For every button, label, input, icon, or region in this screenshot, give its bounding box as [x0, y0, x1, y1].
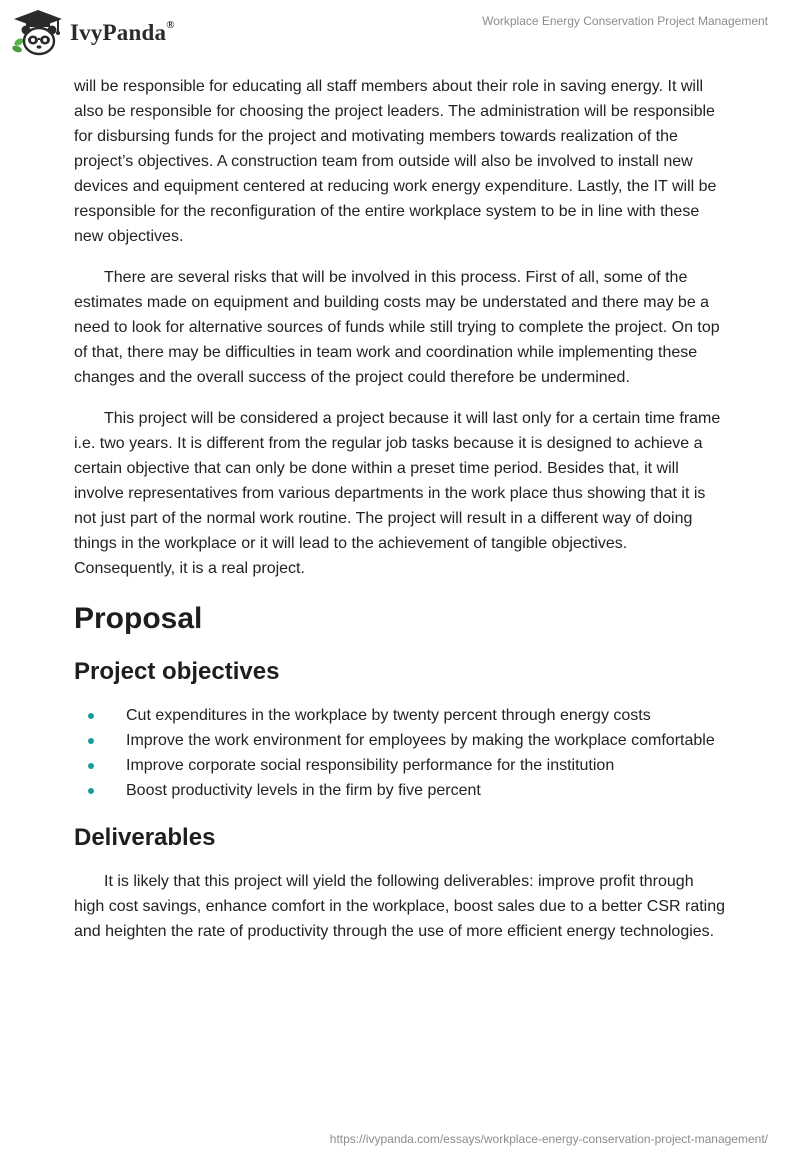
bullet-icon [88, 788, 94, 794]
deliverables-heading: Deliverables [74, 824, 216, 851]
list-item: Cut expenditures in the workplace by twenty percent through energy costs [74, 703, 726, 728]
source-url-link[interactable]: https://ivypanda.com/essays/workplace-energy-conservation-project-management/ [329, 1132, 768, 1146]
list-item: Boost productivity levels in the firm by five percent [74, 778, 726, 803]
list-item: Improve the work environment for employees by making the workplace comfortable [74, 728, 726, 753]
ivypanda-logo[interactable] [12, 8, 175, 56]
deliverables-paragraph: It is likely that this project will yield the following deliverables: improve profit through high cost savings, enhance comfort in the workplace, boost sales due to a better CSR rating and heighten the rate of productivity through the use of more efficient energy technologies. [74, 873, 726, 940]
page-header [0, 0, 800, 70]
essay-content [74, 74, 726, 960]
bullet-icon [88, 738, 94, 744]
proposal-heading: Proposal [74, 602, 203, 635]
logo-wordmark: IvyPanda® [70, 19, 175, 45]
bullet-icon [88, 763, 94, 769]
panda-graduate-icon [12, 8, 64, 56]
paragraph-2: There are several risks that will be involved in this process. First of all, some of the estimates made on equipment and building costs may be understated and there may be a need to look for alternative sources of funds while still trying to complete the project. On top of that, there may be difficulties in team work and coordination while implementing these changes and the overall success of the project could therefore be undermined. [74, 269, 720, 386]
document-title: Workplace Energy Conservation Project Management [482, 14, 768, 28]
paragraph-3: This project will be considered a project because it will last only for a certain time frame i.e. two years. It is different from the regular job tasks because it is designed to achieve a certain objective that can only be done within a preset time period. Besides that, it will involve representatives from various departments in the work place thus showing that it is not just part of the normal work routine. The project will result in a different way of doing things in the workplace or it will lead to the achievement of tangible objectives. Consequently, it is a real project. [74, 410, 721, 577]
list-item: Improve corporate social responsibility performance for the institution [74, 753, 726, 778]
objectives-heading: Project objectives [74, 658, 280, 685]
paragraph-1: will be responsible for educating all staff members about their role in saving energy. It will also be responsible for choosing the project leaders. The administration will be responsible for disbursing funds for the project and motivating members towards realization of the project’s objectives. A construction team from outside will also be involved to install new devices and equipment centered at reducing work energy expenditure. Lastly, the IT will be responsible for the reconfiguration of the entire workplace system to be in line with these new objectives. [74, 78, 717, 245]
objectives-list [74, 703, 726, 803]
bullet-icon [88, 713, 94, 719]
